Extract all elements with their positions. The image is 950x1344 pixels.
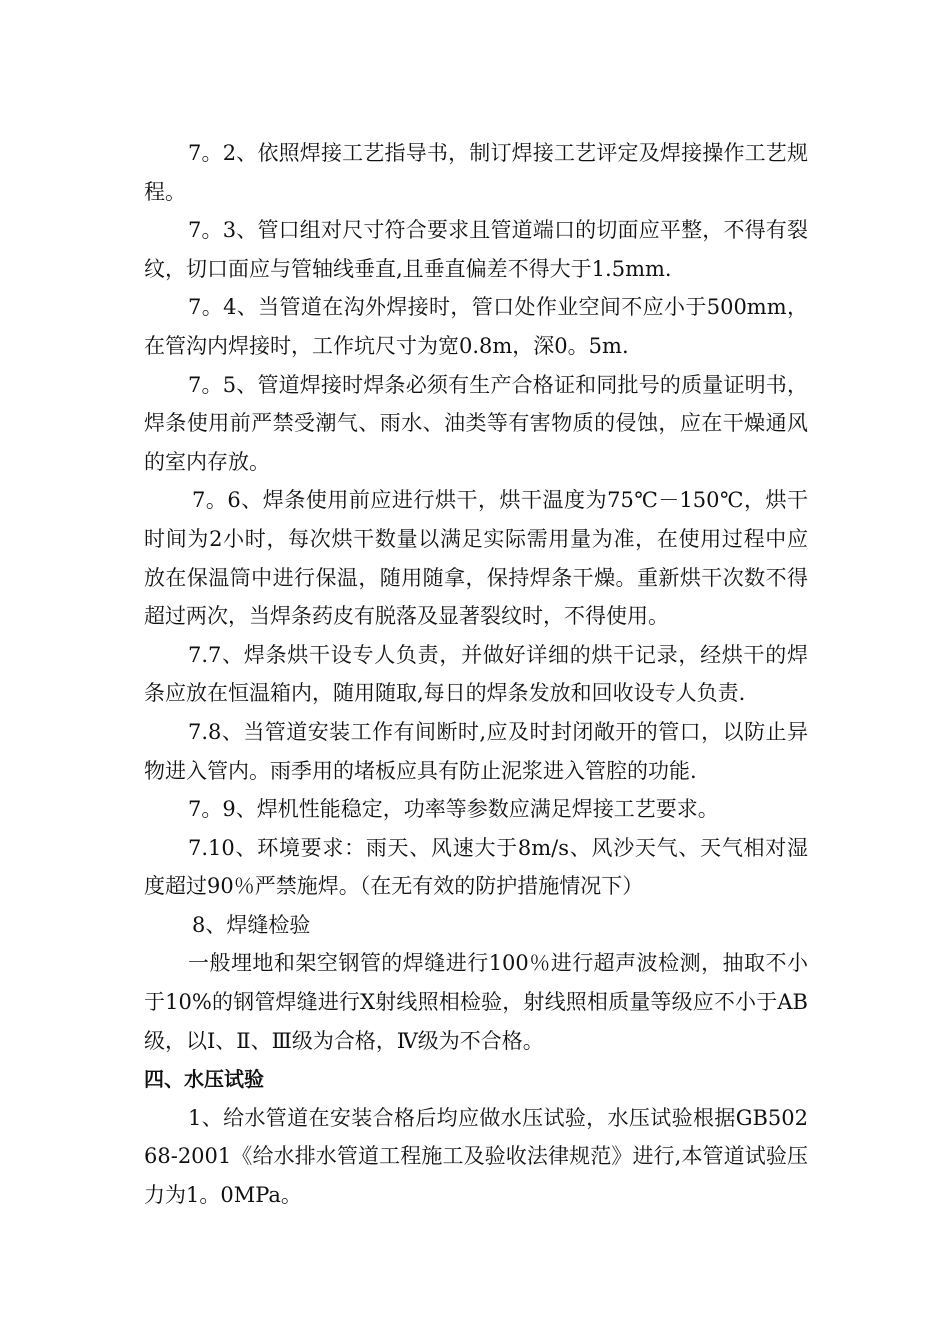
paragraph-7-4: 7。4、当管道在沟外焊接时，管口处作业空间不应小于500mm，在管沟内焊接时，工作坑尺寸为宽0.8m，深0。5m.: [144, 295, 808, 358]
section-heading-hydrostatic-test: 四、水压试验: [144, 1067, 264, 1092]
paragraph-7-3: 7。3、管口组对尺寸符合要求且管道端口的切面应平整，不得有裂纹，切口面应与管轴线垂直,且垂直偏差不得大于1.5mm.: [144, 218, 808, 281]
paragraph-7-7: 7.7、焊条烘干设专人负责，并做好详细的烘干记录，经烘干的焊条应放在恒温箱内，随用随取,每日的焊条发放和回收设专人负责.: [144, 642, 808, 706]
paragraph-weld-inspection: 一般埋地和架空钢管的焊缝进行100％进行超声波检测，抽取不小于10%的钢管焊缝进行X射线照相检验，射线照相质量等级应不小于AB级，以Ⅰ、Ⅱ、Ⅲ级为合格，Ⅳ级为不合格。: [144, 951, 808, 1053]
paragraph-7-10: 7.10、环境要求：雨天、风速大于8m/s、风沙天气、天气相对湿度超过90％严禁施焊。（在无有效的防护措施情况下）: [144, 835, 808, 899]
paragraph-7-9: 7。9、焊机性能稳定，功率等参数应满足焊接工艺要求。: [188, 797, 719, 822]
paragraph-hydrostatic-test-1: 1、给水管道在安装合格后均应做水压试验，水压试验根据GB50268-2001《给水排水管道工程施工及验收法律规范》进行,本管道试验压力为1。0MPa。: [144, 1105, 808, 1208]
document-body: [144, 134, 808, 1215]
paragraph-7-2: 7。2、依照焊接工艺指导书，制订焊接工艺评定及焊接操作工艺规程。: [144, 141, 808, 204]
paragraph-7-6: 7。6、焊条使用前应进行烘干，烘干温度为75℃－150℃，烘干时间为2小时，每次烘干数量以满足实际需用量为准，在使用过程中应放在保温筒中进行保温，随用随拿，保持焊条干燥。重新烘干次数不得超过两次，当焊条药皮有脱落及显著裂纹时，不得使用。: [144, 488, 808, 629]
paragraph-7-5: 7。5、管道焊接时焊条必须有生产合格证和同批号的质量证明书，焊条使用前严禁受潮气、雨水、油类等有害物质的侵蚀，应在干燥通风的室内存放。: [144, 372, 808, 474]
section-heading-weld-inspection: 8、焊缝检验: [192, 912, 311, 937]
paragraph-7-8: 7.8、当管道安装工作有间断时,应及时封闭敞开的管口，以防止异物进入管内。雨季用的堵板应具有防止泥浆进入管腔的功能.: [144, 719, 808, 783]
